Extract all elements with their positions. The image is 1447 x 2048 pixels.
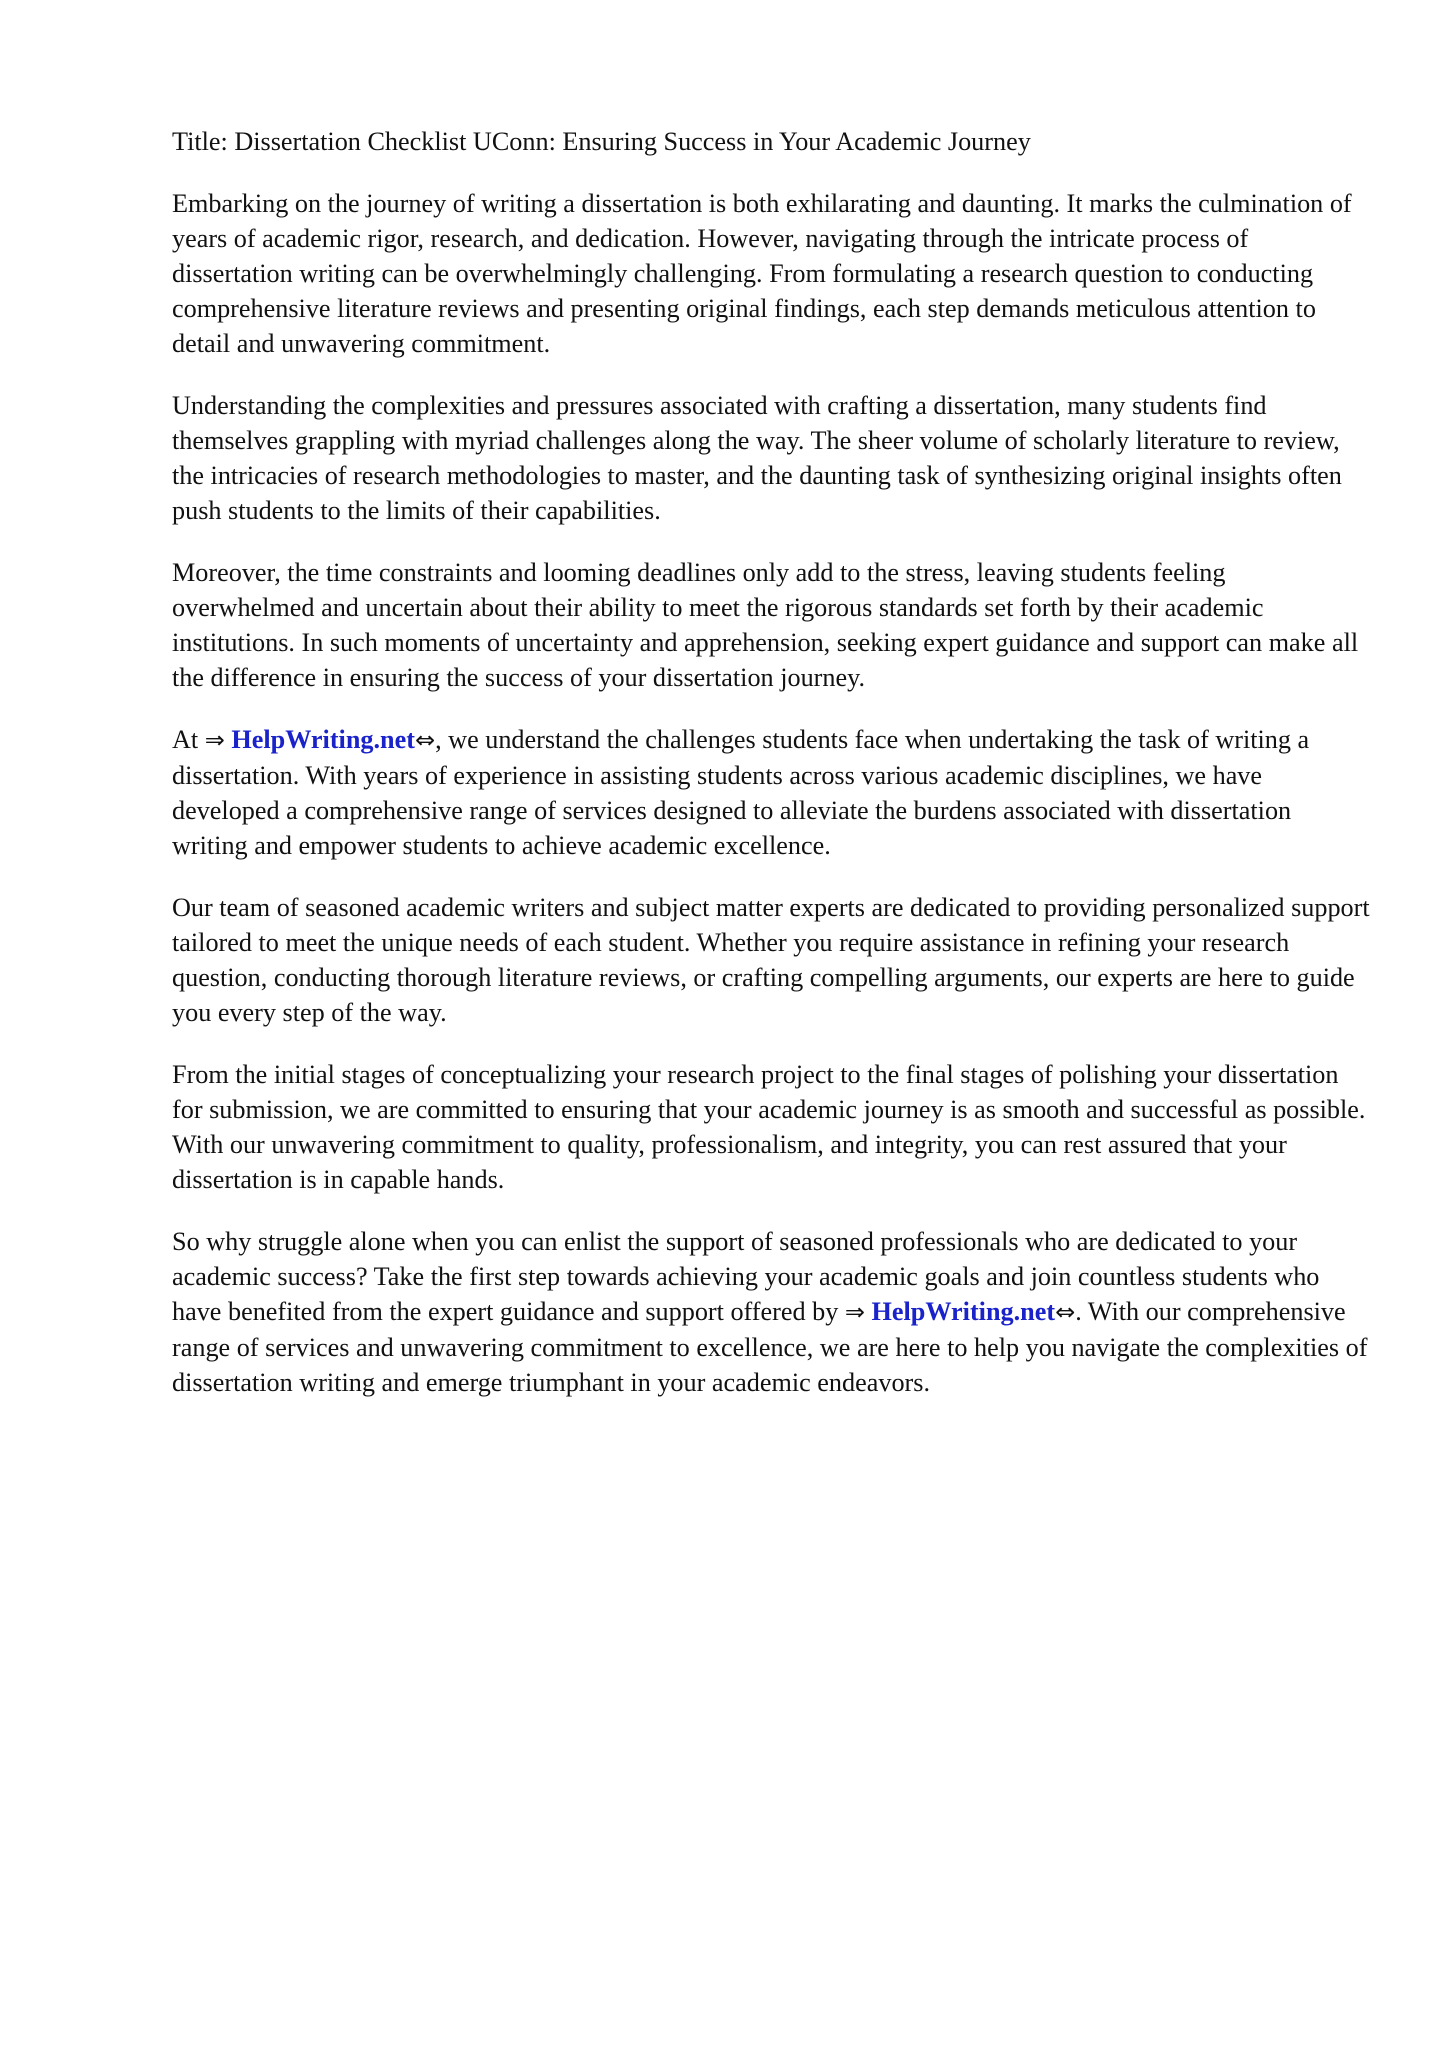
helpwriting-link[interactable]: HelpWriting.net <box>871 1297 1056 1326</box>
paragraph-helpwriting-intro <box>172 722 1372 863</box>
paragraph-prefix: So why struggle alone when you can enlist the support of seasoned professionals who are dedicated to your academic success? Take the first step towards achieving your academic goals and join countless students who have benefited from the expert guidance and support offered by <box>172 1227 1320 1326</box>
paragraph-deadlines: Moreover, the time constraints and looming deadlines only add to the stress, leaving students feeling overwhelmed and uncertain about their ability to meet the rigorous standards set forth by their academic institutions. In such moments of uncertainty and apprehension, seeking expert guidance and support can make all the difference in ensuring the success of your dissertation journey. <box>172 558 1359 692</box>
document-page <box>172 124 1372 1427</box>
paragraph-team: Our team of seasoned academic writers and subject matter experts are dedicated to providing personalized support tailored to meet the unique needs of each student. Whether you require assistance in refining your research question, conducting thorough literature reviews, or crafting compelling arguments, our experts are here to guide you every step of the way. <box>172 893 1370 1027</box>
document-title: Title: Dissertation Checklist UConn: Ensuring Success in Your Academic Journey <box>172 127 1031 156</box>
paragraph-prefix: At <box>172 725 205 754</box>
arrow-right-icon: ⇒ <box>844 1298 865 1326</box>
arrow-right-icon: ⇒ <box>204 726 225 754</box>
paragraph-suffix: . With our comprehensive range of services and unwavering commitment to excellence, we are here to help you navigate the complexities of dissertation writing and emerge triumphant in your academic endeavors. <box>172 1297 1368 1397</box>
paragraph-challenges: Understanding the complexities and pressures associated with crafting a dissertation, many students find themselves grappling with myriad challenges along the way. The sheer volume of scholarly literature to review, the intricacies of research methodologies to master, and the daunting task of synthesizing original insights often push students to the limits of their capabilities. <box>172 391 1342 525</box>
paragraph-intro: Embarking on the journey of writing a dissertation is both exhilarating and daunting. It marks the culmination of years of academic rigor, research, and dedication. However, navigating through the intricate process of dissertation writing can be overwhelmingly challenging. From formulating a research question to conducting comprehensive literature reviews and presenting original findings, each step demands meticulous attention to detail and unwavering commitment. <box>172 189 1352 358</box>
paragraph-stages: From the initial stages of conceptualizing your research project to the final stages of polishing your dissertation for submission, we are committed to ensuring that your academic journey is as smooth and successful as possible. With our unwavering commitment to quality, professionalism, and integrity, you can rest assured that your dissertation is in capable hands. <box>172 1060 1366 1194</box>
arrow-both-icon: ⇔ <box>414 726 436 754</box>
paragraph-closing <box>172 1224 1372 1400</box>
paragraph-suffix: , we understand the challenges students face when undertaking the task of writing a dissertation. With years of experience in assisting students across various academic disciplines, we have developed a comprehensive range of services designed to alleviate the burdens associated with dissertation writing and empower students to achieve academic excellence. <box>172 725 1310 860</box>
arrow-both-icon: ⇔ <box>1055 1298 1076 1326</box>
helpwriting-link[interactable]: HelpWriting.net <box>231 725 415 754</box>
